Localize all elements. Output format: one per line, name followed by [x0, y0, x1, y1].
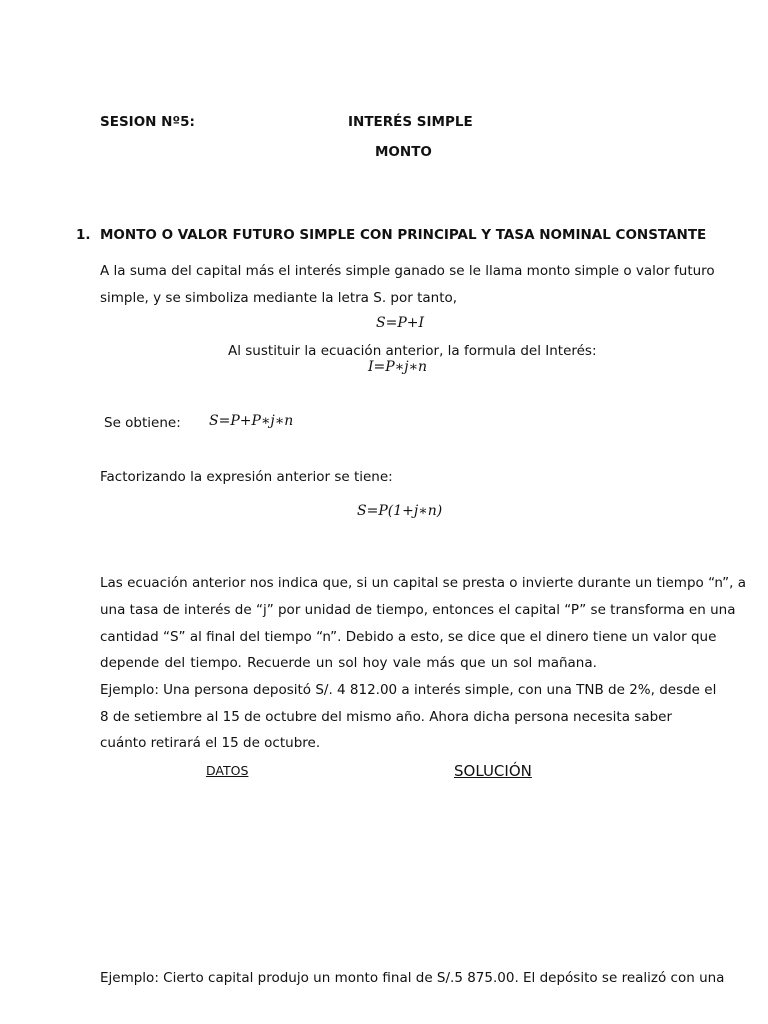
- explanation-line-1: Las ecuación anterior nos indica que, si un capital se presta o invierte durante un tiempo “n”, a: [100, 575, 746, 591]
- example2-line-1: Ejemplo: Cierto capital produjo un monto final de S/.5 875.00. El depósito se realizó con una: [100, 970, 725, 986]
- section-number: 1.: [76, 227, 91, 243]
- example1-line-3: cuánto retirará el 15 de octubre.: [100, 735, 321, 751]
- intro-line-2: simple, y se simboliza mediante la letra S. por tanto,: [100, 290, 458, 306]
- intro-line-1: A la suma del capital más el interés simple ganado se le llama monto simple o valor futuro: [100, 263, 715, 279]
- session-label: SESION Nº5:: [100, 114, 195, 130]
- substitution-text: Al sustituir la ecuación anterior, la formula del Interés:: [228, 343, 597, 359]
- formula-factored: S=P(1+j∗n): [357, 503, 443, 519]
- formula-obtained: S=P+P∗j∗n: [209, 413, 294, 429]
- obtains-label: Se obtiene:: [104, 415, 181, 431]
- explanation-line-4: depende del tiempo. Recuerde un sol hoy vale más que un sol mañana.: [100, 655, 597, 671]
- section-title: MONTO O VALOR FUTURO SIMPLE CON PRINCIPAL Y TASA NOMINAL CONSTANTE: [100, 227, 707, 243]
- formula-monto: S=P+I: [376, 315, 425, 331]
- subtopic-title: MONTO: [375, 144, 432, 160]
- datos-label: DATOS: [206, 763, 249, 778]
- explanation-line-2: una tasa de interés de “j” por unidad de tiempo, entonces el capital “P” se transforma en una: [100, 602, 736, 618]
- solucion-label: SOLUCIÓN: [454, 762, 532, 780]
- example1-line-1: Ejemplo: Una persona depositó S/. 4 812.00 a interés simple, con una TNB de 2%, desde el: [100, 682, 717, 698]
- topic-title: INTERÉS SIMPLE: [348, 114, 473, 130]
- factoring-text: Factorizando la expresión anterior se tiene:: [100, 469, 393, 485]
- example1-line-2: 8 de setiembre al 15 de octubre del mismo año. Ahora dicha persona necesita saber: [100, 709, 673, 725]
- explanation-line-3: cantidad “S” al final del tiempo “n”. Debido a esto, se dice que el dinero tiene un valor que: [100, 629, 717, 645]
- formula-interes: I=P∗j∗n: [368, 359, 428, 375]
